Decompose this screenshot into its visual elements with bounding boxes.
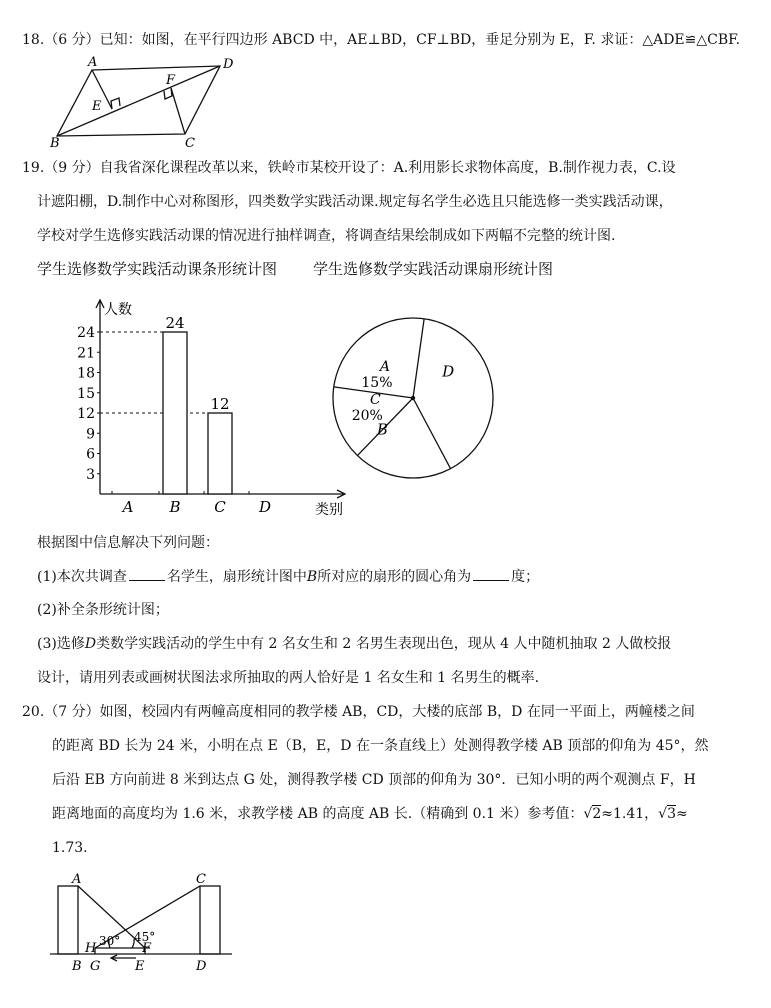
q20-angle-45: 45° <box>134 930 156 944</box>
q19-part1-c: B <box>306 569 318 585</box>
sqrt-sign-2: √ <box>658 806 668 822</box>
q20-line3: 后沿 EB 方向前进 8 米到达点 G 处，测得教学楼 CD 顶部的仰角为 30°．已知小明的两个观测点 F，H <box>52 772 696 788</box>
q20-label-a: A <box>72 872 82 887</box>
q19-part3-b: D <box>84 636 97 652</box>
q19-part3-a: (3)选修 <box>37 636 85 652</box>
q18-label-a: A <box>88 55 98 70</box>
q20-line2: 的距离 BD 长为 24 米，小明在点 E（B，E，D 在一条直线上）处测得教学楼 AB 顶部的仰角为 45°，然 <box>52 738 709 754</box>
pie-slice-label: B <box>376 420 388 439</box>
q19-part1 <box>37 566 539 587</box>
pie-slice-percent: 20% <box>351 408 383 425</box>
q19-line2: 计遮阳棚，D.制作中心对称图形，四类数学实践活动课.规定每名学生必选且只能选修一类实践活动课， <box>37 194 673 210</box>
q19-line3: 学校对学生选修实践活动课的情况进行抽样调查，将调查结果绘制成如下两幅不完整的统计图. <box>37 228 616 244</box>
q18-label-e: E <box>92 99 102 114</box>
q20-line1: 20.（7 分）如图，校园内有两幢高度相同的教学楼 AB，CD，大楼的底部 B，D 在同一平面上，两幢楼之间 <box>22 704 695 720</box>
sqrt3-radicand: 3 <box>667 806 676 822</box>
y-tick-label: 12 <box>77 406 95 422</box>
pie-slice-label: C <box>369 392 381 409</box>
q19-part3 <box>37 634 671 654</box>
q19-part3-cont: 设计，请用列表或画树状图法求所抽取的两人恰好是 1 名女生和 1 名男生的概率. <box>37 670 540 686</box>
q20-label-c: C <box>196 872 206 887</box>
q18-label-f: F <box>166 73 176 88</box>
q20-angle-30: 30° <box>99 934 121 948</box>
sqrt-sign: √ <box>583 806 593 822</box>
q20-buildings-figure <box>50 870 250 976</box>
x-axis-label: 类别 <box>315 502 343 518</box>
bar-chart <box>60 292 360 522</box>
q19-part3-c: 类数学实践活动的学生中有 2 名女生和 2 名男生表现出色，现从 4 人中随机抽取 2 人做校报 <box>96 636 672 652</box>
approx-1: ≈1.41， <box>601 806 659 822</box>
q18-text: 18.（6 分）已知：如图，在平行四边形 ABCD 中，AE⊥BD，CF⊥BD，垂足分别为 E，F. 求证：△ADE≌△CBF. <box>22 32 741 48</box>
x-tick-label: D <box>258 498 272 516</box>
bar-data-label: 24 <box>165 314 185 332</box>
q18-label-d: D <box>223 57 234 72</box>
pie-center-dot <box>411 396 415 400</box>
y-tick-label: 9 <box>86 426 95 443</box>
q20-label-f: F <box>142 941 152 956</box>
bar-data-label: 12 <box>210 395 230 413</box>
q20-label-g: G <box>90 959 101 974</box>
approx-2: ≈ <box>675 806 688 822</box>
y-tick-label: 21 <box>77 345 95 362</box>
q18-parallelogram-figure <box>40 52 250 148</box>
x-tick-label: B <box>169 498 181 516</box>
pie-slice-percent: 15% <box>361 374 393 391</box>
sqrt2-radicand: 2 <box>592 806 602 822</box>
y-tick-label: 6 <box>86 446 95 463</box>
bar <box>208 413 232 494</box>
y-tick-label: 18 <box>77 365 95 382</box>
y-tick-label: 24 <box>77 325 95 341</box>
q19-part1-b: 名学生，扇形统计图中 <box>166 569 307 585</box>
answer-blank-2[interactable] <box>473 566 509 581</box>
q18-label-c: C <box>185 136 195 148</box>
pie-slice-label: A <box>379 358 391 375</box>
y-tick-label: 3 <box>86 466 95 483</box>
q19-part1-e: 度； <box>511 569 540 585</box>
q20-label-d: D <box>196 959 207 974</box>
q20-line5: 1.73. <box>52 840 88 856</box>
q18-label-b: B <box>50 136 60 148</box>
x-tick-label: A <box>122 498 134 516</box>
bar-chart-title: 学生选修数学实践活动课条形统计图 <box>37 260 278 278</box>
pie-slice-label: D <box>442 362 455 381</box>
q19-part2: (2)补全条形统计图； <box>37 602 169 618</box>
q19-line1: 19.（9 分）自我省深化课程改革以来，铁岭市某校开设了：A.利用影长求物体高度，B.制作视力表，C.设 <box>22 160 676 176</box>
pie-chart <box>325 300 505 500</box>
x-tick-label: C <box>214 498 226 516</box>
answer-blank-1[interactable] <box>129 566 165 581</box>
q20-line4-text: 距离地面的高度均为 1.6 米，求教学楼 AB 的高度 AB 长.（精确到 0.1 米）参考值： <box>52 806 584 822</box>
q19-part1-a: (1)本次共调查 <box>37 569 127 585</box>
q20-label-e: E <box>135 959 145 974</box>
q20-label-b: B <box>72 959 82 974</box>
q19-intro: 根据图中信息解决下列问题： <box>37 535 219 551</box>
q20-label-h: H <box>85 941 97 956</box>
y-axis-label: 人数 <box>104 302 132 318</box>
pie-chart-title: 学生选修数学实践活动课扇形统计图 <box>313 260 554 278</box>
q19-part1-d: 所对应的扇形的圆心角为 <box>317 569 472 585</box>
q20-line4 <box>52 804 688 824</box>
y-tick-label: 15 <box>77 385 95 402</box>
bar <box>163 332 187 494</box>
